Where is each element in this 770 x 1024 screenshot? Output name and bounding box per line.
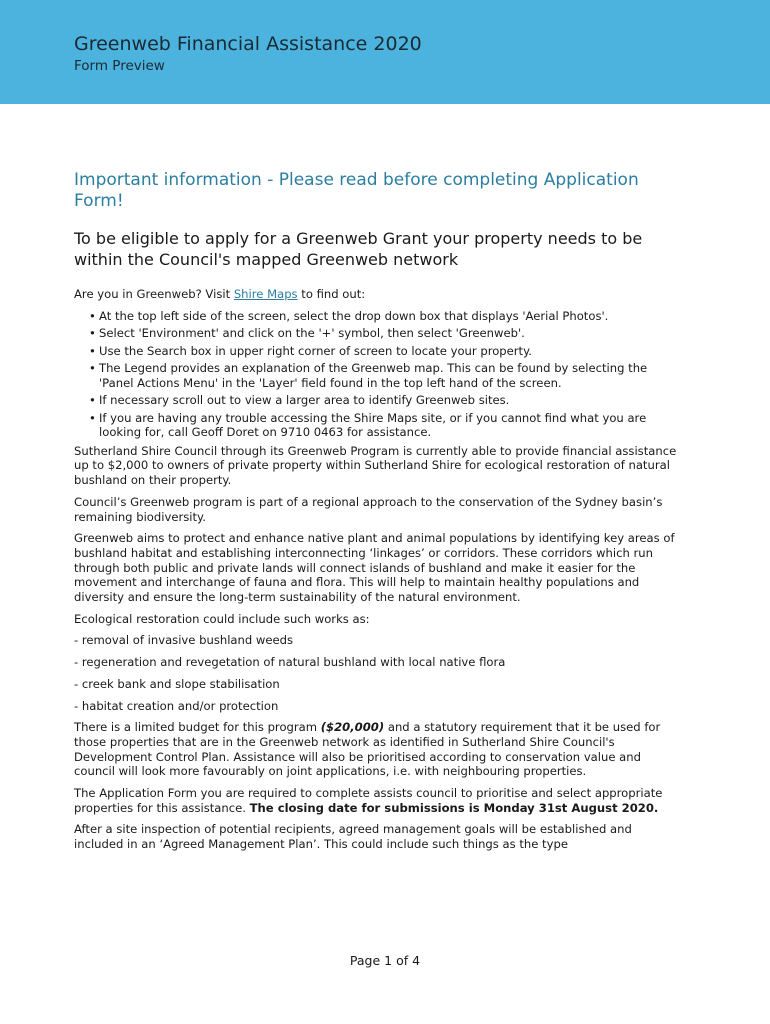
works-item: - removal of invasive bushland weeds	[74, 633, 294, 648]
list-item: • If necessary scroll out to view a larger area to identify Greenweb sites.	[90, 393, 684, 408]
closing-text: The Application Form you are required to complete assists council to prioritise and select appropriate properties for this assistance.	[74, 786, 663, 815]
paragraph-regional-approach: Council’s Greenweb program is part of a regional approach to the conservation of the Sydney basin’s remaining biodiversity.	[74, 494, 663, 524]
paragraph-closing-date	[74, 786, 684, 815]
paragraph-site-inspection: After a site inspection of potential recipients, agreed management goals will be established and included in an ‘Agreed Management Plan’. This could include such things as the type	[74, 822, 632, 852]
shire-maps-link[interactable]: Shire Maps	[233, 287, 298, 301]
greenweb-intro	[74, 287, 684, 302]
document-body	[74, 170, 684, 859]
paragraph-budget	[74, 720, 684, 779]
intro-text: Are you in Greenweb? Visit	[74, 287, 234, 301]
budget-amount: ($20,000)	[320, 720, 385, 735]
important-info-heading: Important information - Please read before completing Application Form!	[74, 170, 639, 211]
instructions-list	[74, 309, 684, 440]
list-item: • Select 'Environment' and click on the '+' symbol, then select 'Greenweb'.	[90, 326, 684, 341]
list-item: • If you are having any trouble accessing the Shire Maps site, or if you cannot find what you are looking for, call Geoff Doret on 9710 0463 for assistance.	[90, 411, 684, 440]
list-item: • The Legend provides an explanation of the Greenweb map. This can be found by selecting the 'Panel Actions Menu' in the 'Layer' field found in the top left hand of the screen.	[90, 361, 684, 390]
works-item: - regeneration and revegetation of natural bushland with local native flora	[74, 655, 506, 670]
works-item: - habitat creation and/or protection	[74, 698, 279, 713]
paragraph-financial-assistance: Sutherland Shire Council through its Greenweb Program is currently able to provide financial assistance up to $2,000 to owners of private property within Sutherland Shire for ecological restoration of natural bushland on their property.	[74, 443, 677, 488]
paragraph-greenweb-aims: Greenweb aims to protect and enhance native plant and animal populations by identifying key areas of bushland habitat and establishing interconnecting ‘linkages’ or corridors. These corridors which run through both public and private lands will connect islands of bushland and make it easier for the movement and interchange of fauna and flora. This will help to maintain healthy populations and diversity and ensure the long-term sustainability of the natural environment.	[74, 531, 675, 605]
form-title: Greenweb Financial Assistance 2020	[74, 33, 422, 55]
paragraph-restoration-works: Ecological restoration could include such works as:	[74, 611, 370, 626]
works-item: - creek bank and slope stabilisation	[74, 676, 280, 691]
eligibility-heading: To be eligible to apply for a Greenweb Grant your property needs to be within the Council's mapped Greenweb network	[74, 229, 643, 269]
budget-text-end: and a statutory requirement that it be used for those properties that are in the Greenweb network as identified in Sutherland Shire Council's Development Control Plan. Assistance will also be prioritised according to conservation value and council will look more favourably on joint applications, i.e. with neighbouring properties.	[74, 720, 661, 779]
closing-date: The closing date for submissions is Monday 31st August 2020.	[249, 800, 659, 815]
form-subtitle: Form Preview	[74, 58, 165, 74]
intro-text-end: to find out:	[297, 287, 366, 301]
form-header	[0, 0, 770, 104]
page-number: Page 1 of 4	[349, 953, 421, 968]
list-item: • At the top left side of the screen, select the drop down box that displays 'Aerial Photos'.	[90, 309, 684, 324]
budget-text: There is a limited budget for this program	[74, 720, 321, 735]
list-item: • Use the Search box in upper right corner of screen to locate your property.	[90, 344, 684, 359]
